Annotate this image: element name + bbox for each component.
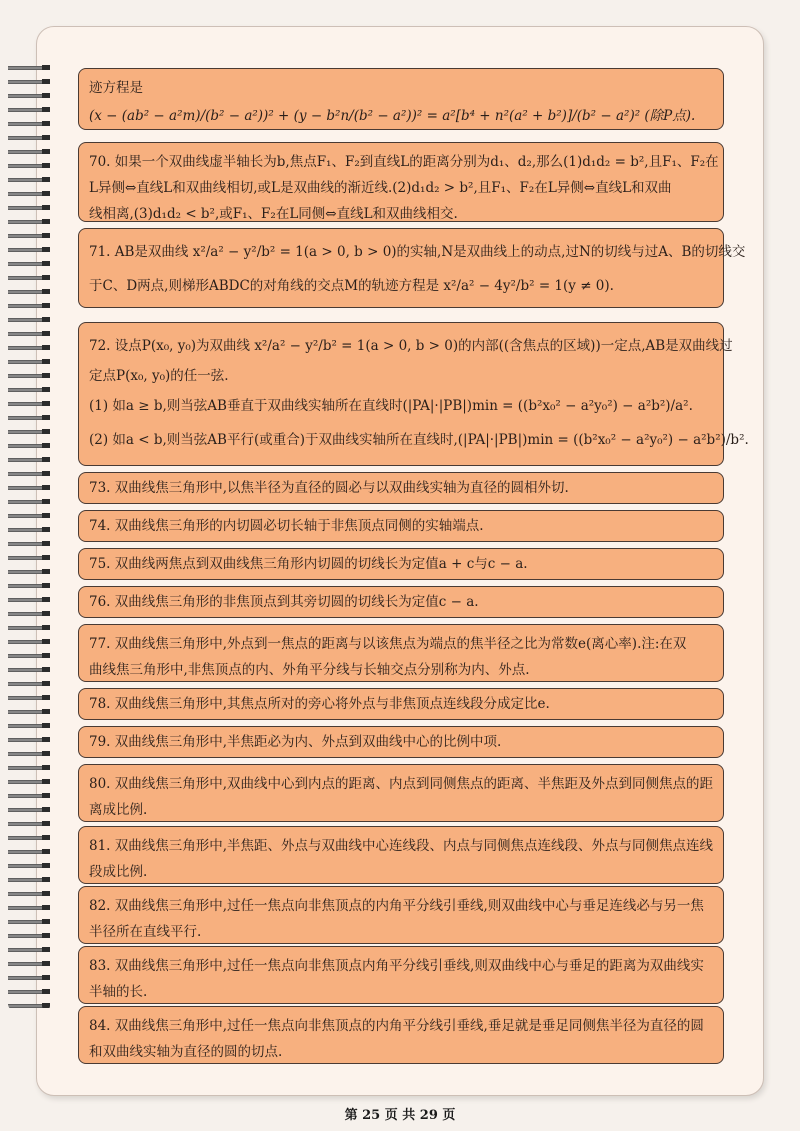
theorem-box-84 <box>78 1006 724 1064</box>
theorem-box-72 <box>78 322 749 466</box>
theorem-line: 曲线焦三角形中,非焦顶点的内、外角平分线与长轴交点分别称为内、外点. <box>89 662 530 678</box>
theorem-line: 81. 双曲线焦三角形中,半焦距、外点与双曲线中心连线段、内点与同侧焦点连线段、外点与同侧焦点连线 <box>89 838 714 854</box>
page-number: 第 25 页 共 29 页 <box>344 1108 456 1123</box>
locus-equation: (x − (ab² − a²m)/(b² − a²))² + (y − b²n/(b² − a²))² = a²[b⁴ + n²(a² + b²)]/(b² − a²)² (除P点). <box>89 108 696 124</box>
theorem-box-78 <box>78 688 724 720</box>
theorem-line: 79. 双曲线焦三角形中,半焦距必为内、外点到双曲线中心的比例中项. <box>89 734 502 750</box>
theorem-line: 离成比例. <box>89 802 148 818</box>
theorem-line: 74. 双曲线焦三角形的内切圆必切长轴于非焦顶点同侧的实轴端点. <box>89 518 484 534</box>
theorem-line: L异侧⇔直线L和双曲线相切,或L是双曲线的渐近线.(2)d₁d₂ > b²,且F₁、F₂在L异侧⇔直线L和双曲 <box>89 180 672 196</box>
theorem-box-74 <box>78 510 724 542</box>
theorem-box-73 <box>78 472 724 504</box>
theorem-line: 78. 双曲线焦三角形中,其焦点所对的旁心将外点与非焦顶点连线段分成定比e. <box>89 696 550 712</box>
theorem-line: 半轴的长. <box>89 984 148 1000</box>
theorem-line: 于C、D两点,则梯形ABDC的对角线的交点M的轨迹方程是 x²/a² − 4y²/b² = 1(y ≠ 0). <box>89 278 614 294</box>
theorem-line: 半径所在直线平行. <box>89 924 202 940</box>
theorem-line: 84. 双曲线焦三角形中,过任一焦点向非焦顶点的内角平分线引垂线,垂足就是垂足同侧焦半径为直径的圆 <box>89 1018 704 1034</box>
theorem-box-71 <box>78 228 746 308</box>
theorem-box-70 <box>78 142 724 222</box>
theorem-box-continuation <box>78 68 724 130</box>
theorem-line: 82. 双曲线焦三角形中,过任一焦点向非焦顶点的内角平分线引垂线,则双曲线中心与垂足连线必与另一焦 <box>89 898 704 914</box>
theorem-box-76 <box>78 586 724 618</box>
theorem-line: 段成比例. <box>89 864 148 880</box>
theorem-line: 76. 双曲线焦三角形的非焦顶点到其旁切圆的切线长为定值c − a. <box>89 594 479 610</box>
theorem-line: 线相离,(3)d₁d₂ < b²,或F₁、F₂在L同侧⇔直线L和双曲线相交. <box>89 206 458 222</box>
theorem-line: (1) 如a ≥ b,则当弦AB垂直于双曲线实轴所在直线时(|PA|·|PB|)min = ((b²x₀² − a²y₀²) − a²b²)/a². <box>89 398 693 414</box>
theorem-line: 80. 双曲线焦三角形中,双曲线中心到内点的距离、内点到同侧焦点的距离、半焦距及外点到同侧焦点的距 <box>89 776 714 792</box>
theorem-line: 71. AB是双曲线 x²/a² − y²/b² = 1(a > 0, b > 0)的实轴,N是双曲线上的动点,过N的切线与过A、B的切线交 <box>89 244 746 260</box>
spiral-binding <box>8 60 48 1010</box>
theorem-box-75 <box>78 548 724 580</box>
theorem-line: 77. 双曲线焦三角形中,外点到一焦点的距离与以该焦点为端点的焦半径之比为常数e(离心率).注:在双 <box>89 636 687 652</box>
theorem-line: 迹方程是 <box>89 80 143 96</box>
theorem-line: 定点P(x₀, y₀)的任一弦. <box>89 368 229 384</box>
theorem-line: 75. 双曲线两焦点到双曲线焦三角形内切圆的切线长为定值a + c与c − a. <box>89 556 528 572</box>
theorem-line: (2) 如a < b,则当弦AB平行(或重合)于双曲线实轴所在直线时,(|PA|·|PB|)min = ((b²x₀² − a²y₀²) − a²b²)/b². <box>89 432 749 448</box>
theorem-box-77 <box>78 624 724 682</box>
theorem-line: 83. 双曲线焦三角形中,过任一焦点向非焦顶点内角平分线引垂线,则双曲线中心与垂足的距离为双曲线实 <box>89 958 704 974</box>
theorem-box-82 <box>78 886 724 944</box>
theorem-box-80 <box>78 764 724 822</box>
theorem-line: 73. 双曲线焦三角形中,以焦半径为直径的圆必与以双曲线实轴为直径的圆相外切. <box>89 480 569 496</box>
theorem-line: 和双曲线实轴为直径的圆的切点. <box>89 1044 283 1060</box>
theorem-line: 70. 如果一个双曲线虚半轴长为b,焦点F₁、F₂到直线L的距离分别为d₁、d₂,那么(1)d₁d₂ = b²,且F₁、F₂在 <box>89 154 719 170</box>
theorem-line: 72. 设点P(x₀, y₀)为双曲线 x²/a² − y²/b² = 1(a > 0, b > 0)的内部((含焦点的区域))一定点,AB是双曲线过 <box>89 338 733 354</box>
theorem-box-79 <box>78 726 724 758</box>
theorem-box-83 <box>78 946 724 1004</box>
theorem-box-81 <box>78 826 724 884</box>
